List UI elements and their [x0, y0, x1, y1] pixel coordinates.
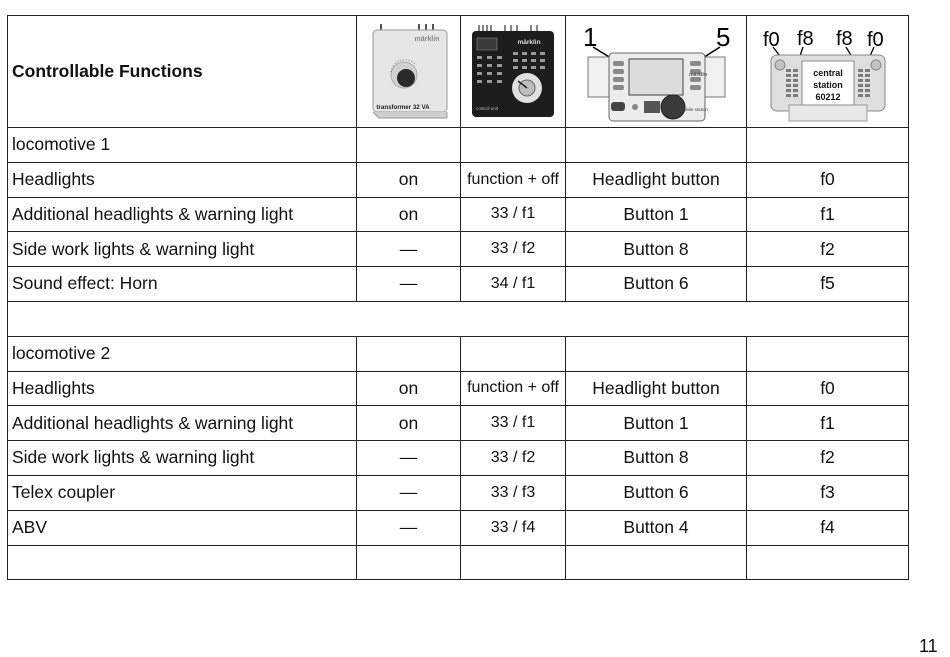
empty-cell	[566, 545, 747, 580]
central-station-image	[753, 19, 903, 125]
central-station-value: f5	[747, 267, 909, 302]
central-station-value: f0	[747, 371, 909, 406]
mobile-callout-1: 1	[583, 21, 598, 52]
table-title: Controllable Functions	[8, 16, 357, 128]
central-station-value: f3	[747, 475, 909, 510]
central-station-value: f1	[747, 197, 909, 232]
central-station-value: f4	[747, 510, 909, 545]
function-name: Telex coupler	[8, 475, 357, 510]
mobile-station-value: Button 8	[566, 441, 747, 476]
transformer-value: on	[357, 406, 461, 441]
mobile-station-value: Button 1	[566, 406, 747, 441]
control-unit-value: 33 / f2	[461, 441, 566, 476]
central-callout-f8-right: f8	[835, 27, 853, 50]
transformer-value: on	[357, 197, 461, 232]
functions-table	[7, 15, 909, 580]
control-unit-value: 34 / f1	[461, 267, 566, 302]
table-row	[8, 232, 909, 267]
transformer-value: —	[357, 510, 461, 545]
central-screen-line-2: station	[812, 79, 843, 90]
transformer-value: —	[357, 232, 461, 267]
empty-cell	[357, 545, 461, 580]
spacer-cell	[8, 301, 909, 336]
section-label: locomotive 2	[8, 336, 357, 371]
section-header-row	[8, 336, 909, 371]
central-screen-line-3: 60212	[814, 91, 841, 102]
transformer-value: —	[357, 475, 461, 510]
function-name: Side work lights & warning light	[8, 441, 357, 476]
control-unit-value: 33 / f4	[461, 510, 566, 545]
section-label: locomotive 1	[8, 128, 357, 163]
transformer-image	[363, 22, 455, 122]
mobile-station-value: Button 4	[566, 510, 747, 545]
transformer-brand: märklin	[414, 35, 439, 43]
function-name: Headlights	[8, 371, 357, 406]
central-station-value: f1	[747, 406, 909, 441]
empty-cell	[357, 336, 461, 371]
page-number: 11	[919, 636, 938, 656]
central-callout-f0-left: f0	[762, 28, 780, 51]
table-row	[8, 162, 909, 197]
mobile-station-value: Button 6	[566, 267, 747, 302]
transformer-value: on	[357, 162, 461, 197]
control-unit-value: 33 / f1	[461, 406, 566, 441]
empty-cell	[461, 128, 566, 163]
function-name: Additional headlights & warning light	[8, 406, 357, 441]
table-row	[8, 510, 909, 545]
empty-cell	[747, 128, 909, 163]
function-name: Headlights	[8, 162, 357, 197]
central-callout-f0-right: f0	[866, 28, 884, 51]
control-unit-cell	[461, 16, 566, 128]
central-station-value: f2	[747, 441, 909, 476]
central-screen-line-1: central	[812, 67, 843, 78]
empty-cell	[461, 336, 566, 371]
transformer-value: —	[357, 267, 461, 302]
central-station-value: f2	[747, 232, 909, 267]
table-row	[8, 406, 909, 441]
control-unit-value: 33 / f1	[461, 197, 566, 232]
empty-cell	[566, 128, 747, 163]
mobile-station-value: Headlight button	[566, 371, 747, 406]
empty-cell	[8, 545, 357, 580]
mobile-station-image	[571, 19, 741, 125]
spacer-row	[8, 301, 909, 336]
table-row	[8, 371, 909, 406]
empty-cell	[461, 545, 566, 580]
control-unit-caption: control unit	[475, 105, 499, 111]
table-row	[8, 267, 909, 302]
mobile-station-value: Button 8	[566, 232, 747, 267]
control-unit-image	[467, 22, 559, 122]
function-name: Additional headlights & warning light	[8, 197, 357, 232]
function-name: Sound effect: Horn	[8, 267, 357, 302]
empty-cell	[357, 128, 461, 163]
table-row	[8, 197, 909, 232]
mobile-station-value: Button 1	[566, 197, 747, 232]
header-row	[8, 16, 909, 128]
table-row	[8, 475, 909, 510]
mobile-station-value: Button 6	[566, 475, 747, 510]
empty-cell	[747, 336, 909, 371]
control-unit-value: function + off	[461, 162, 566, 197]
section-header-row	[8, 128, 909, 163]
central-station-cell	[747, 16, 909, 128]
transformer-cell	[357, 16, 461, 128]
control-unit-value: function + off	[461, 371, 566, 406]
control-unit-value: 33 / f3	[461, 475, 566, 510]
mobile-station-value: Headlight button	[566, 162, 747, 197]
transformer-caption: transformer 32 VA	[375, 103, 430, 111]
function-name: Side work lights & warning light	[8, 232, 357, 267]
mobile-caption: mobile station	[680, 106, 708, 112]
control-unit-value: 33 / f2	[461, 232, 566, 267]
mobile-callout-5: 5	[716, 21, 731, 52]
transformer-value: —	[357, 441, 461, 476]
control-unit-brand: märklin	[517, 38, 541, 46]
function-name: ABV	[8, 510, 357, 545]
transformer-value: on	[357, 371, 461, 406]
central-station-value: f0	[747, 162, 909, 197]
empty-cell	[747, 545, 909, 580]
mobile-brand: märklin	[689, 71, 707, 78]
central-callout-f8-left: f8	[796, 27, 814, 50]
mobile-station-cell	[566, 16, 747, 128]
empty-row	[8, 545, 909, 580]
empty-cell	[566, 336, 747, 371]
table-row	[8, 441, 909, 476]
